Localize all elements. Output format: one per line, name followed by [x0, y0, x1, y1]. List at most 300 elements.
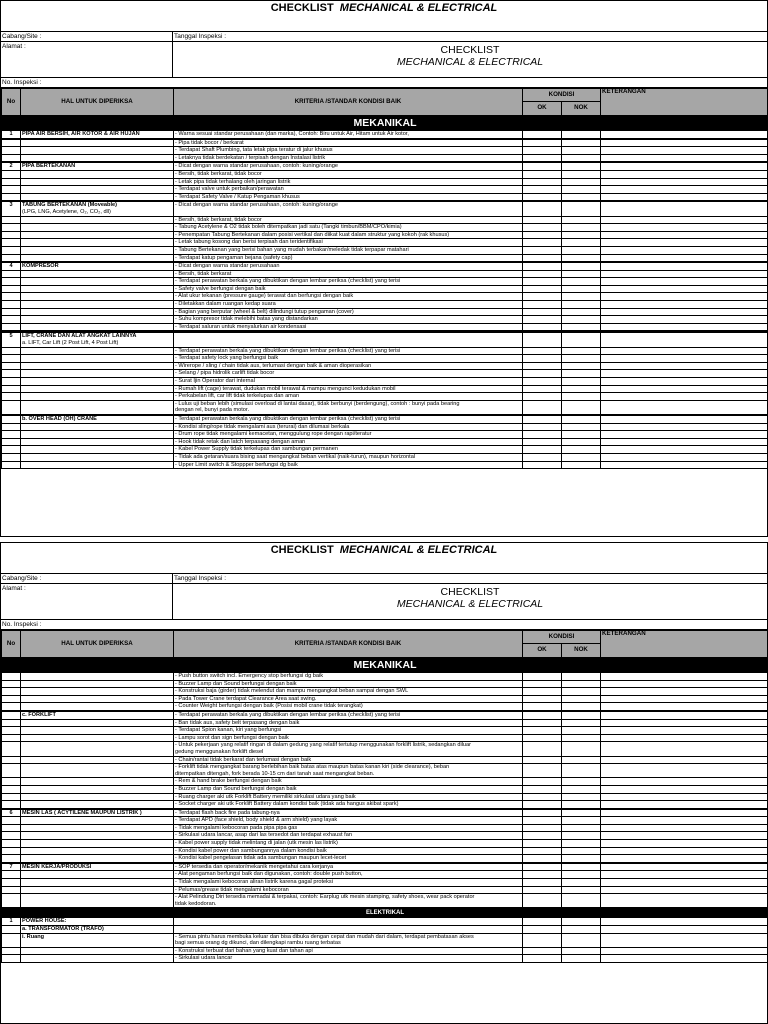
ok-cell[interactable] [523, 323, 562, 331]
ok-cell[interactable] [523, 431, 562, 439]
ok-cell[interactable] [523, 711, 562, 719]
nok-cell[interactable] [562, 163, 601, 171]
keterangan-cell[interactable] [601, 785, 768, 793]
keterangan-cell[interactable] [601, 734, 768, 742]
keterangan-cell[interactable] [601, 926, 768, 934]
keterangan-cell[interactable] [601, 453, 768, 461]
keterangan-cell[interactable] [601, 727, 768, 735]
table-row [2, 193, 768, 201]
keterangan-cell[interactable] [601, 894, 768, 908]
nok-cell[interactable] [562, 170, 601, 178]
nok-cell[interactable] [562, 333, 601, 347]
nok-cell[interactable] [562, 231, 601, 239]
nok-cell[interactable] [562, 323, 601, 331]
ok-cell[interactable] [523, 793, 562, 801]
nok-cell[interactable] [562, 695, 601, 703]
keterangan-cell[interactable] [601, 246, 768, 254]
ok-cell[interactable] [523, 801, 562, 809]
ok-cell[interactable] [523, 178, 562, 186]
nok-cell[interactable] [562, 400, 601, 414]
ok-cell[interactable] [523, 847, 562, 855]
nok-cell[interactable] [562, 711, 601, 719]
row-no [2, 955, 21, 963]
col-hal: HAL UNTUK DIPERIKSA [21, 631, 174, 658]
keterangan-cell[interactable] [601, 809, 768, 817]
nok-cell[interactable] [562, 764, 601, 778]
nok-cell[interactable] [562, 793, 601, 801]
keterangan-cell[interactable] [601, 703, 768, 711]
criteria-text: - Pelumas/grease tidak mengalami kebocoran [175, 886, 289, 893]
keterangan-cell[interactable] [601, 239, 768, 247]
ok-cell[interactable] [523, 193, 562, 201]
ok-cell[interactable] [523, 918, 562, 926]
criteria-text: - Terdapat perawatan berkala yang dibuktikan dengan lembar periksa (checklist) yang terisi [175, 278, 401, 285]
keterangan-cell[interactable] [601, 918, 768, 926]
nok-cell[interactable] [562, 947, 601, 955]
ok-cell[interactable] [523, 719, 562, 727]
nok-cell[interactable] [562, 719, 601, 727]
table-row [2, 832, 768, 840]
keterangan-cell[interactable] [601, 886, 768, 894]
keterangan-cell[interactable] [601, 719, 768, 727]
row-no [2, 186, 21, 194]
row-no [2, 926, 21, 934]
ok-cell[interactable] [523, 824, 562, 832]
nok-cell[interactable] [562, 378, 601, 386]
nok-cell[interactable] [562, 453, 601, 461]
row-no [2, 778, 21, 786]
nok-cell[interactable] [562, 355, 601, 363]
keterangan-cell[interactable] [601, 742, 768, 756]
keterangan-cell[interactable] [601, 840, 768, 848]
nok-cell[interactable] [562, 809, 601, 817]
keterangan-cell[interactable] [601, 347, 768, 355]
keterangan-cell[interactable] [601, 131, 768, 139]
ok-cell[interactable] [523, 863, 562, 871]
keterangan-cell[interactable] [601, 855, 768, 863]
nok-cell[interactable] [562, 461, 601, 469]
ok-cell[interactable] [523, 778, 562, 786]
nok-cell[interactable] [562, 446, 601, 454]
ok-cell[interactable] [523, 308, 562, 316]
keterangan-cell[interactable] [601, 863, 768, 871]
keterangan-cell[interactable] [601, 316, 768, 324]
keterangan-cell[interactable] [601, 216, 768, 224]
col-nok: NOK [562, 102, 601, 116]
ok-cell[interactable] [523, 246, 562, 254]
table-row [2, 347, 768, 355]
nok-cell[interactable] [562, 933, 601, 947]
keterangan-cell[interactable] [601, 370, 768, 378]
col-kriteria: KRITERIA /STANDAR KONDISI BAIK [174, 631, 523, 658]
criteria-text: - Counter Weight berfungsi dengan baik (Posisi mobil crane tidak terangkat) [175, 703, 363, 710]
ok-cell[interactable] [523, 370, 562, 378]
nok-cell[interactable] [562, 370, 601, 378]
keterangan-cell[interactable] [601, 186, 768, 194]
nok-cell[interactable] [562, 178, 601, 186]
keterangan-cell[interactable] [601, 308, 768, 316]
keterangan-cell[interactable] [601, 270, 768, 278]
table-row [2, 186, 768, 194]
criteria-text: - Rumah lift (cage) terawat, dudukan mobil terawat & mampu mengunci kedudukan mobil [175, 385, 396, 392]
nok-cell[interactable] [562, 703, 601, 711]
nok-cell[interactable] [562, 423, 601, 431]
item-name: b. OVER HEAD (OH) CRANE [22, 415, 97, 422]
nok-cell[interactable] [562, 438, 601, 446]
row-no [2, 378, 21, 386]
nok-cell[interactable] [562, 742, 601, 756]
nok-cell[interactable] [562, 688, 601, 696]
nok-cell[interactable] [562, 894, 601, 908]
nok-cell[interactable] [562, 186, 601, 194]
row-no [2, 727, 21, 735]
criteria-text: - Bersih, tidak berkarat [175, 270, 232, 277]
ok-cell[interactable] [523, 285, 562, 293]
ok-cell[interactable] [523, 461, 562, 469]
table-row [2, 370, 768, 378]
ok-cell[interactable] [523, 832, 562, 840]
nok-cell[interactable] [562, 362, 601, 370]
ok-cell[interactable] [523, 817, 562, 825]
keterangan-cell[interactable] [601, 415, 768, 423]
table-row [2, 301, 768, 309]
ok-cell[interactable] [523, 316, 562, 324]
ok-cell[interactable] [523, 871, 562, 879]
nok-cell[interactable] [562, 727, 601, 735]
nok-cell[interactable] [562, 785, 601, 793]
row-no [2, 734, 21, 742]
ok-cell[interactable] [523, 254, 562, 262]
row-no [2, 239, 21, 247]
col-kondisi: KONDISI [523, 89, 601, 102]
nok-cell[interactable] [562, 385, 601, 393]
ok-cell[interactable] [523, 673, 562, 681]
ok-cell[interactable] [523, 378, 562, 386]
criteria-text: - Wirerope / sling / chain tidak aus, terlumasi dengan baik & aman dioperasikan [175, 362, 372, 369]
nok-cell[interactable] [562, 886, 601, 894]
nok-cell[interactable] [562, 263, 601, 271]
keterangan-cell[interactable] [601, 393, 768, 401]
keterangan-cell[interactable] [601, 673, 768, 681]
ok-cell[interactable] [523, 231, 562, 239]
row-no [2, 785, 21, 793]
big-title-2: MECHANICAL & ELECTRICAL [396, 598, 544, 610]
keterangan-cell[interactable] [601, 801, 768, 809]
table-row [2, 955, 768, 963]
table-row [2, 688, 768, 696]
nok-cell[interactable] [562, 139, 601, 147]
table-row [2, 680, 768, 688]
ok-cell[interactable] [523, 734, 562, 742]
big-title-1: CHECKLIST [440, 586, 500, 598]
table-row [2, 154, 768, 162]
keterangan-cell[interactable] [601, 711, 768, 719]
nok-cell[interactable] [562, 216, 601, 224]
keterangan-cell[interactable] [601, 301, 768, 309]
ok-cell[interactable] [523, 695, 562, 703]
ok-cell[interactable] [523, 415, 562, 423]
nok-cell[interactable] [562, 847, 601, 855]
keterangan-cell[interactable] [601, 680, 768, 688]
ok-cell[interactable] [523, 400, 562, 414]
keterangan-cell[interactable] [601, 254, 768, 262]
row-no: 1 [2, 918, 21, 926]
nok-cell[interactable] [562, 926, 601, 934]
table-row [2, 254, 768, 262]
keterangan-cell[interactable] [601, 764, 768, 778]
ok-cell[interactable] [523, 423, 562, 431]
keterangan-cell[interactable] [601, 163, 768, 171]
criteria-text-cont: gedung menggunakan forklift diesel [175, 748, 264, 755]
keterangan-cell[interactable] [601, 263, 768, 271]
criteria-text: - Lampu sorot dan sign berfungsi dengan baik [175, 734, 289, 741]
keterangan-cell[interactable] [601, 224, 768, 232]
ok-cell[interactable] [523, 147, 562, 155]
row-no [2, 308, 21, 316]
criteria-text: - SOP tersedia dan operator/mekanik mengetahui cara kerjanya [175, 863, 334, 870]
ok-cell[interactable] [523, 278, 562, 286]
keterangan-cell[interactable] [601, 933, 768, 947]
ok-cell[interactable] [523, 680, 562, 688]
ok-cell[interactable] [523, 886, 562, 894]
ok-cell[interactable] [523, 163, 562, 171]
nok-cell[interactable] [562, 756, 601, 764]
table-row [2, 695, 768, 703]
nok-cell[interactable] [562, 278, 601, 286]
table-row [2, 817, 768, 825]
col-keterangan: KETERANGAN [601, 631, 768, 658]
keterangan-cell[interactable] [601, 355, 768, 363]
row-no [2, 285, 21, 293]
item-sub: a. LIFT, Car Lift (2 Post Lift, 4 Post Lift) [22, 340, 119, 347]
nok-cell[interactable] [562, 955, 601, 963]
nok-cell[interactable] [562, 131, 601, 139]
nok-cell[interactable] [562, 817, 601, 825]
ok-cell[interactable] [523, 438, 562, 446]
keterangan-cell[interactable] [601, 147, 768, 155]
nok-cell[interactable] [562, 308, 601, 316]
ok-cell[interactable] [523, 224, 562, 232]
ok-cell[interactable] [523, 933, 562, 947]
ok-cell[interactable] [523, 742, 562, 756]
keterangan-cell[interactable] [601, 423, 768, 431]
nok-cell[interactable] [562, 316, 601, 324]
criteria-text: - Rem & hand brake berfungsi dengan baik [175, 778, 282, 785]
section-elektrikal: ELEKTRIKAL [2, 909, 768, 918]
keterangan-cell[interactable] [601, 431, 768, 439]
table-row [2, 840, 768, 848]
ok-cell[interactable] [523, 385, 562, 393]
keterangan-cell[interactable] [601, 333, 768, 347]
ok-cell[interactable] [523, 347, 562, 355]
ok-cell[interactable] [523, 270, 562, 278]
ok-cell[interactable] [523, 263, 562, 271]
nok-cell[interactable] [562, 254, 601, 262]
ok-cell[interactable] [523, 703, 562, 711]
keterangan-cell[interactable] [601, 139, 768, 147]
criteria-text: - Push button switch incl. Emergency stop berfungsi dg baik [175, 673, 323, 679]
criteria-text: - Terdapat perawatan berkala yang dibuktikan dengan lembar periksa (checklist) yang terisi [175, 347, 401, 354]
row-no [2, 323, 21, 331]
nok-cell[interactable] [562, 293, 601, 301]
nok-cell[interactable] [562, 871, 601, 879]
ok-cell[interactable] [523, 216, 562, 224]
criteria-text: - Pada Tower Crane terdapat Clearance Area saat swing. [175, 695, 317, 702]
keterangan-cell[interactable] [601, 293, 768, 301]
nok-cell[interactable] [562, 431, 601, 439]
keterangan-cell[interactable] [601, 446, 768, 454]
nok-cell[interactable] [562, 270, 601, 278]
ok-cell[interactable] [523, 809, 562, 817]
ok-cell[interactable] [523, 688, 562, 696]
table-row [2, 894, 768, 908]
nok-cell[interactable] [562, 840, 601, 848]
ok-cell[interactable] [523, 840, 562, 848]
ok-cell[interactable] [523, 301, 562, 309]
ok-cell[interactable] [523, 170, 562, 178]
table-row [2, 764, 768, 778]
keterangan-cell[interactable] [601, 778, 768, 786]
keterangan-cell[interactable] [601, 695, 768, 703]
row-no [2, 246, 21, 254]
nok-cell[interactable] [562, 239, 601, 247]
nok-cell[interactable] [562, 202, 601, 216]
nok-cell[interactable] [562, 918, 601, 926]
table-row [2, 316, 768, 324]
keterangan-cell[interactable] [601, 231, 768, 239]
keterangan-cell[interactable] [601, 323, 768, 331]
table-row [2, 703, 768, 711]
keterangan-cell[interactable] [601, 438, 768, 446]
table-row [2, 453, 768, 461]
criteria-text: - Kondisi kabel power dan sambungannya dalam kondisi baik [175, 847, 327, 854]
keterangan-cell[interactable] [601, 362, 768, 370]
ok-cell[interactable] [523, 202, 562, 216]
nok-cell[interactable] [562, 778, 601, 786]
row-no [2, 855, 21, 863]
ok-cell[interactable] [523, 131, 562, 139]
col-kondisi: KONDISI [523, 631, 601, 644]
nok-cell[interactable] [562, 393, 601, 401]
table-row [2, 711, 768, 719]
table-row [2, 947, 768, 955]
nok-cell[interactable] [562, 193, 601, 201]
ok-cell[interactable] [523, 764, 562, 778]
keterangan-cell[interactable] [601, 193, 768, 201]
nok-cell[interactable] [562, 673, 601, 681]
keterangan-cell[interactable] [601, 955, 768, 963]
row-no [2, 423, 21, 431]
table-row [2, 278, 768, 286]
keterangan-cell[interactable] [601, 847, 768, 855]
table-row [2, 871, 768, 879]
nok-cell[interactable] [562, 285, 601, 293]
nok-cell[interactable] [562, 154, 601, 162]
ok-cell[interactable] [523, 446, 562, 454]
table-row [2, 355, 768, 363]
row-no [2, 270, 21, 278]
nok-cell[interactable] [562, 801, 601, 809]
ok-cell[interactable] [523, 785, 562, 793]
ok-cell[interactable] [523, 947, 562, 955]
ok-cell[interactable] [523, 879, 562, 887]
keterangan-cell[interactable] [601, 756, 768, 764]
keterangan-cell[interactable] [601, 824, 768, 832]
nok-cell[interactable] [562, 855, 601, 863]
nok-cell[interactable] [562, 147, 601, 155]
keterangan-cell[interactable] [601, 278, 768, 286]
row-no [2, 224, 21, 232]
nok-cell[interactable] [562, 415, 601, 423]
nok-cell[interactable] [562, 879, 601, 887]
row-no [2, 385, 21, 393]
keterangan-cell[interactable] [601, 378, 768, 386]
keterangan-cell[interactable] [601, 832, 768, 840]
keterangan-cell[interactable] [601, 461, 768, 469]
criteria-text: - Konstruksi terbuat dari bahan yang kuat dan tahan api [175, 947, 313, 954]
ok-cell[interactable] [523, 453, 562, 461]
ok-cell[interactable] [523, 756, 562, 764]
table-row [2, 178, 768, 186]
ok-cell[interactable] [523, 239, 562, 247]
nok-cell[interactable] [562, 832, 601, 840]
ok-cell[interactable] [523, 186, 562, 194]
ok-cell[interactable] [523, 293, 562, 301]
keterangan-cell[interactable] [601, 947, 768, 955]
keterangan-cell[interactable] [601, 385, 768, 393]
keterangan-cell[interactable] [601, 178, 768, 186]
ok-cell[interactable] [523, 894, 562, 908]
keterangan-cell[interactable] [601, 170, 768, 178]
keterangan-cell[interactable] [601, 202, 768, 216]
criteria-text: - Drum rope tidak mengalami kemacetan, menggulung rope dengan rapi/teratur [175, 431, 372, 438]
keterangan-cell[interactable] [601, 879, 768, 887]
keterangan-cell[interactable] [601, 871, 768, 879]
keterangan-cell[interactable] [601, 154, 768, 162]
ok-cell[interactable] [523, 154, 562, 162]
keterangan-cell[interactable] [601, 688, 768, 696]
nok-cell[interactable] [562, 824, 601, 832]
keterangan-cell[interactable] [601, 400, 768, 414]
keterangan-cell[interactable] [601, 817, 768, 825]
ok-cell[interactable] [523, 393, 562, 401]
ok-cell[interactable] [523, 855, 562, 863]
ok-cell[interactable] [523, 955, 562, 963]
nok-cell[interactable] [562, 734, 601, 742]
keterangan-cell[interactable] [601, 285, 768, 293]
table-row [2, 131, 768, 139]
ok-cell[interactable] [523, 139, 562, 147]
nok-cell[interactable] [562, 301, 601, 309]
nok-cell[interactable] [562, 680, 601, 688]
keterangan-cell[interactable] [601, 793, 768, 801]
table-row [2, 333, 768, 347]
criteria-text: - Terdapat Spion kanan, kiri yang berfungsi [175, 727, 282, 734]
ok-cell[interactable] [523, 355, 562, 363]
criteria-text: - Terdapat Safety Valve / Katup Pengaman khusus [175, 193, 300, 200]
ok-cell[interactable] [523, 926, 562, 934]
row-no [2, 139, 21, 147]
nok-cell[interactable] [562, 863, 601, 871]
big-title-1: CHECKLIST [440, 44, 500, 56]
nok-cell[interactable] [562, 246, 601, 254]
ok-cell[interactable] [523, 362, 562, 370]
ok-cell[interactable] [523, 727, 562, 735]
nok-cell[interactable] [562, 224, 601, 232]
ok-cell[interactable] [523, 333, 562, 347]
table-row [2, 824, 768, 832]
nok-cell[interactable] [562, 347, 601, 355]
